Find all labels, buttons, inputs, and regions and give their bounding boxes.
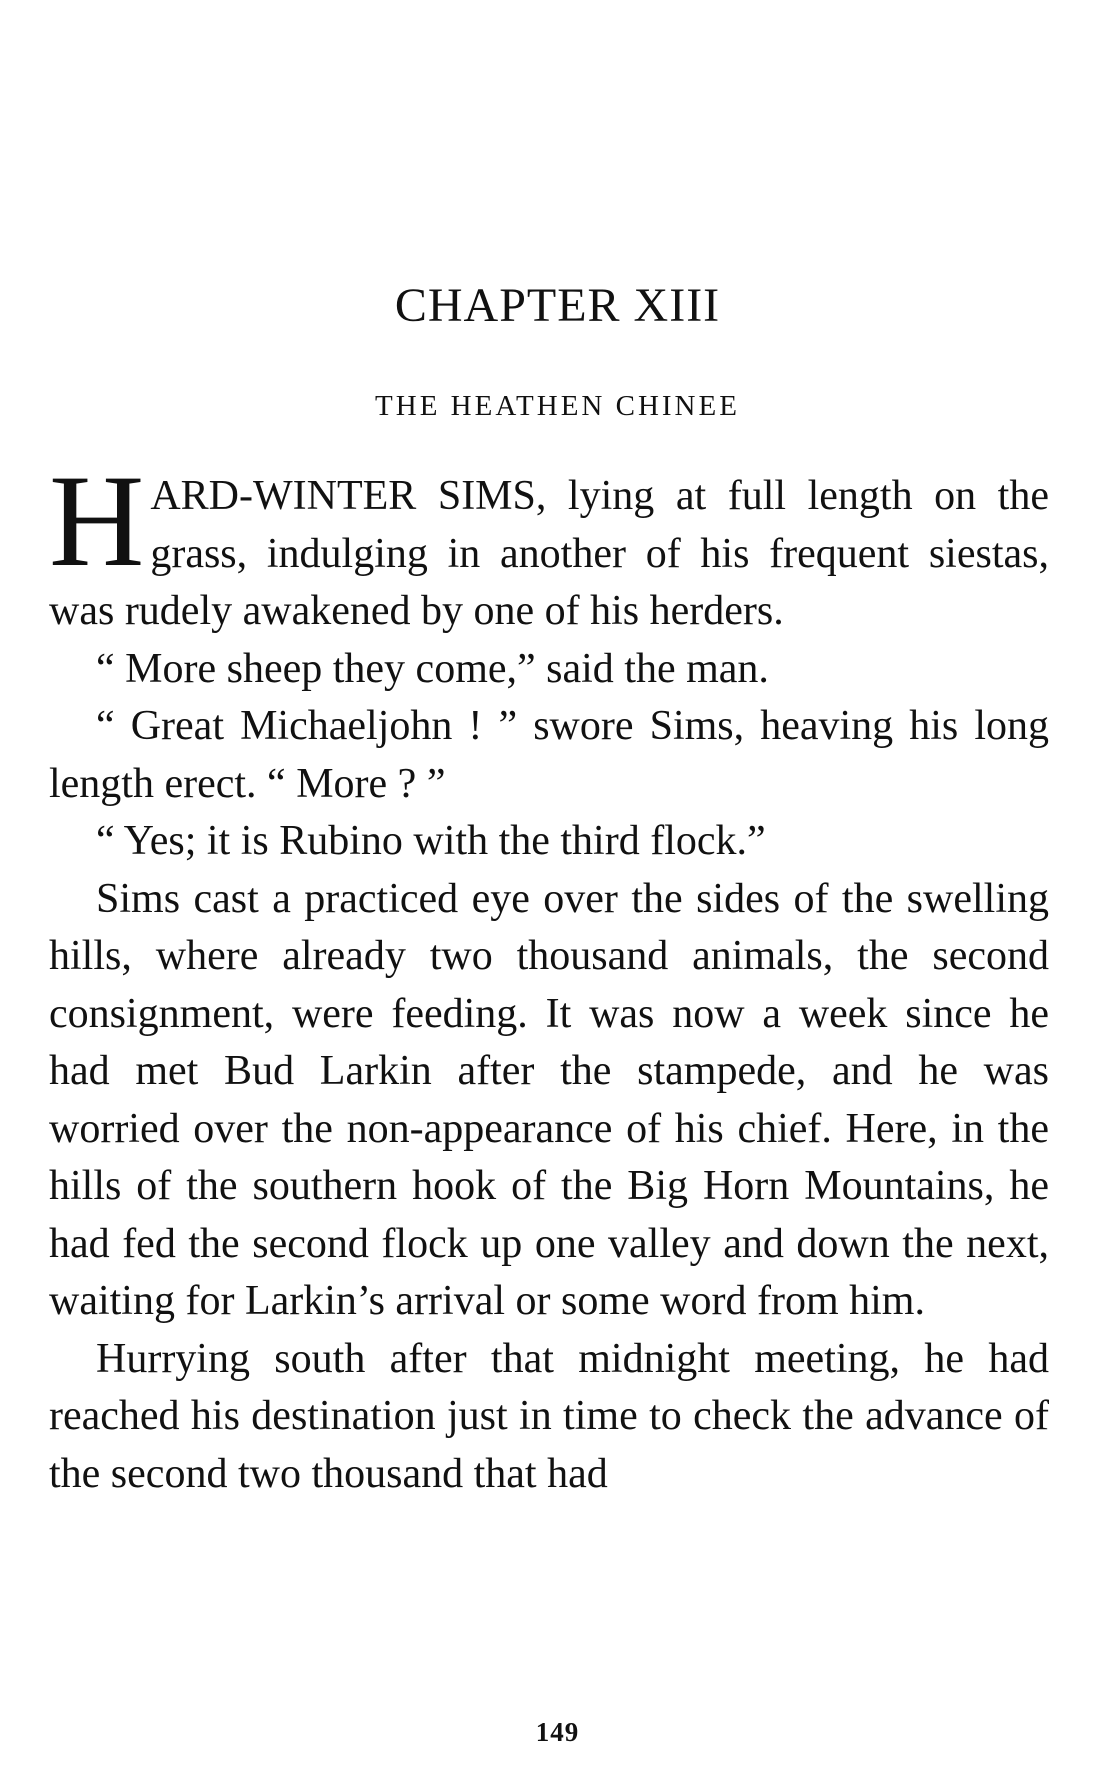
paragraph: ARD-WINTER SIMS, lying at full length on the grass, indulging in another of his frequent siestas, was rudely awakened by one of his herders. [49,473,1049,634]
body-text [49,447,1049,1503]
paragraph: “ More sheep they come,” said the man. [96,645,769,692]
paragraph: “ Great Michaeljohn ! ” swore Sims, heaving his long length erect. “ More ? ” [49,703,1049,807]
paragraph: Hurrying south after that midnight meeting, he had reached his destination just in time to check the advance of the second two thousand that had [49,1335,1049,1497]
paragraph: Sims cast a practiced eye over the sides of the swelling hills, where already two thousand animals, the second consignment, were feeding. It was now a week since he had met Bud Larkin after the stampede, and he was worried over the non-appearance of his chief. Here, in the hills of the southern hook of the Big Horn Mountains, he had fed the second flock up one valley and down the next, waiting for Larkin’s arrival or some word from him. [49,875,1049,1324]
chapter-subtitle: THE HEATHEN CHINEE [375,390,740,422]
chapter-title: CHAPTER XIII [394,279,721,332]
page-number: 149 [535,1717,580,1747]
paragraph: “ Yes; it is Rubino with the third flock.” [96,818,766,864]
drop-cap: H [49,447,145,594]
